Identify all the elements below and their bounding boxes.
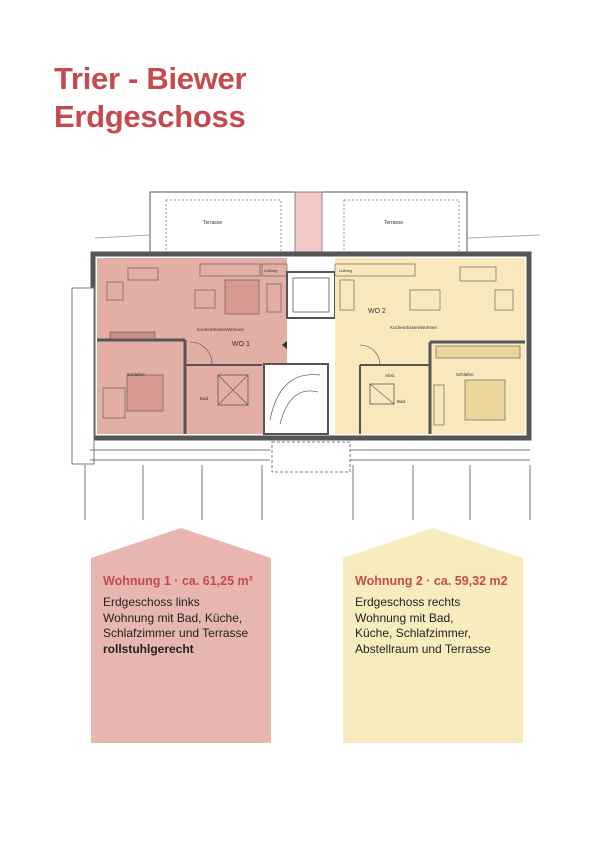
- apartment-1-line-1: Erdgeschoss links: [103, 595, 200, 609]
- apartment-1-wheelchair: rollstuhlgerecht: [103, 641, 194, 656]
- apartment-2-card: [343, 528, 523, 743]
- wo2-bedroom-label: Schlafen: [456, 372, 474, 377]
- wo1-bedroom-label: Schlafen: [127, 372, 145, 377]
- terrace-right-label: Terrasse: [384, 220, 404, 226]
- wo2-bath-label: Bad: [397, 399, 406, 404]
- apartment-2-line-2: Wohnung mit Bad,: [355, 610, 454, 625]
- terrace-area: [95, 192, 540, 254]
- wo1-ventilation-label: Lüftung: [264, 268, 278, 273]
- apartment-2-line-3: Küche, Schlafzimmer,: [355, 626, 472, 640]
- floor-plan: [0, 180, 595, 525]
- apartment-1-area: [97, 258, 287, 434]
- title-floor: Erdgeschoss: [54, 99, 246, 134]
- apartment-1-heading: Wohnung 1 · ca. 61,25 m²: [103, 574, 253, 588]
- apartment-2-heading: Wohnung 2 · ca. 59,32 m2: [355, 574, 508, 588]
- wo2-ventilation-label: Lüftung: [339, 268, 353, 273]
- title-location: Trier - Biewer: [54, 61, 247, 96]
- wo1-kitchen-label: Kochen/Essen/Wohnen: [197, 327, 244, 332]
- apartment-2-line-4: Abstellraum und Terrasse: [355, 641, 491, 656]
- apartment-1-card: [91, 528, 271, 743]
- apartment-2-area: [335, 258, 525, 434]
- apartment-2-line-1: Erdgeschoss rechts: [355, 595, 461, 609]
- wo1-bath-label: Bad: [200, 396, 209, 401]
- wo2-storage-label: Abst.: [385, 373, 396, 378]
- terrace-left-label: Terrasse: [203, 220, 223, 226]
- wo1-label: WO 1: [232, 341, 250, 348]
- wo2-label: WO 2: [368, 308, 386, 315]
- apartment-1-line-2: Wohnung mit Bad, Küche,: [103, 610, 243, 625]
- page-title: [54, 60, 246, 136]
- apartment-1-line-3: Schlafzimmer und Terrasse: [103, 626, 249, 640]
- wo2-kitchen-label: Kochen/Essen/Wohnen: [390, 325, 437, 330]
